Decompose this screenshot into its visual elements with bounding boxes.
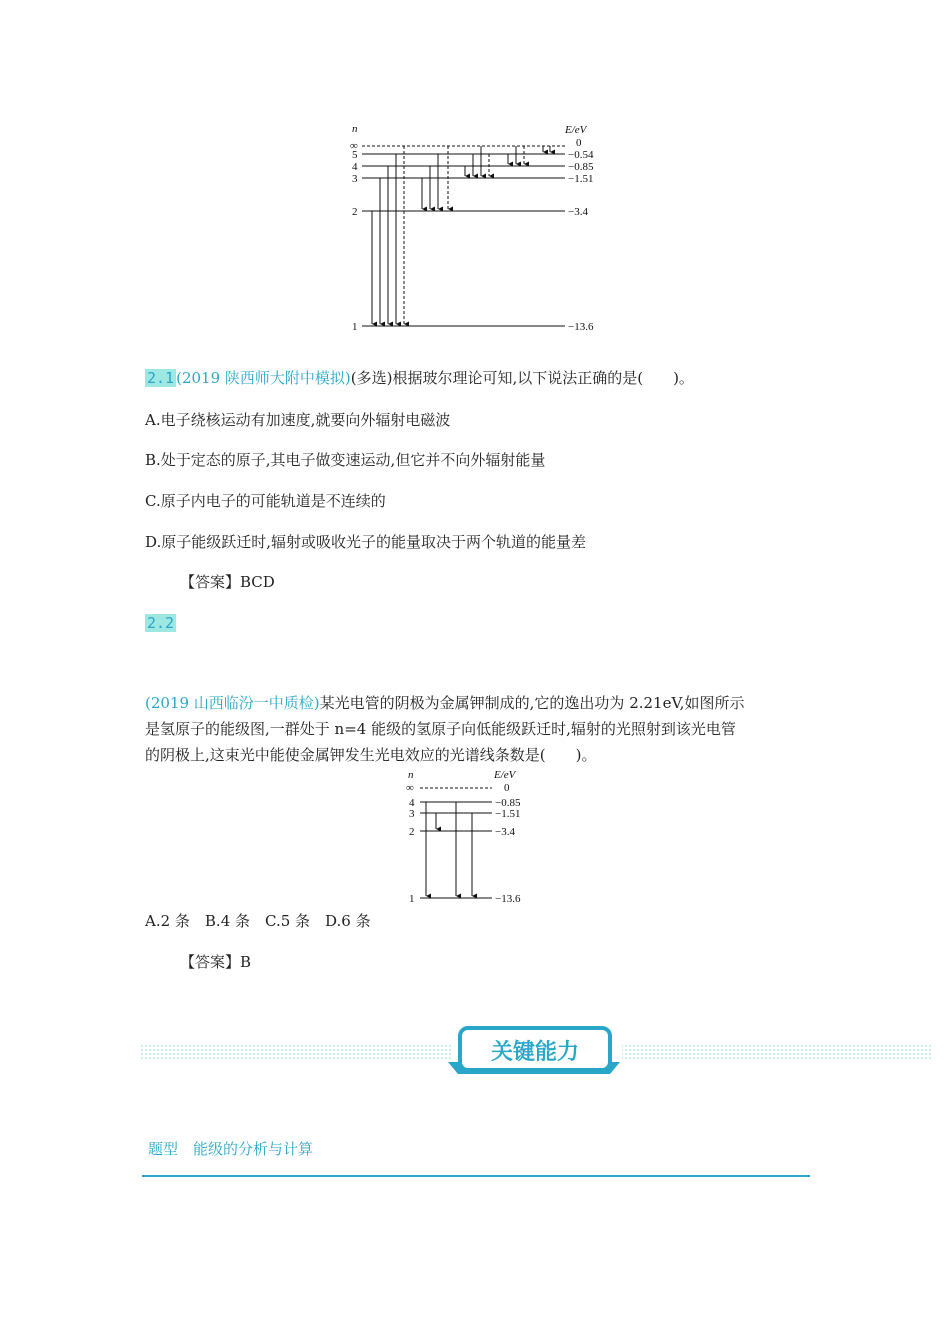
banner-dots-right — [622, 1044, 932, 1060]
question-2-2-options: A.2 条 B.4 条 C.5 条 D.6 条 — [145, 912, 371, 930]
level-4-e: −0.85 — [568, 161, 594, 173]
question-2-1-stem — [145, 368, 694, 388]
level-3-e: −1.51 — [568, 173, 594, 185]
question-2-2-line-1 — [145, 693, 744, 713]
level-3-n: 3 — [352, 173, 358, 185]
question-2-2-line-2: 是氢原子的能级图,一群处于 n=4 能级的氢原子向低能级跃迁时,辐射的光照射到该光电管 — [145, 720, 736, 738]
diagram1-n-axis-label: n — [352, 123, 358, 135]
transitions-to-level-3 — [465, 146, 489, 176]
level-3-e: −1.51 — [495, 808, 521, 820]
energy-level-diagram-1 — [340, 120, 620, 335]
level-5-e: −0.54 — [568, 149, 594, 161]
level-1-e: −13.6 — [568, 321, 594, 333]
section-banner — [140, 1024, 932, 1084]
level-inf-n: ∞ — [406, 782, 414, 794]
transitions-to-level-4 — [508, 146, 524, 164]
answer-2-1: 【答案】BCD — [180, 573, 275, 591]
section-divider — [142, 1175, 810, 1177]
level-2-n: 2 — [352, 206, 358, 218]
question-source: (2019 陕西师大附中模拟) — [176, 369, 351, 387]
transitions — [426, 802, 472, 896]
level-5-n: 5 — [352, 149, 358, 161]
question-text: 某光电管的阴极为金属钾制成的,它的逸出功为 2.21eV,如图所示 — [319, 694, 745, 712]
question-2-2-number — [145, 613, 176, 633]
level-3-n: 3 — [409, 808, 415, 820]
level-4-n: 4 — [352, 161, 358, 173]
level-2-e: −3.4 — [495, 826, 515, 838]
diagram2-e-axis-label: E/eV — [494, 769, 516, 781]
level-inf-n: ∞ — [350, 140, 358, 152]
transitions-to-level-1 — [372, 146, 404, 324]
question-number-badge: 2.2 — [147, 614, 175, 632]
diagram1-e-axis-label: E/eV — [565, 124, 587, 136]
question-text: (多选)根据玻尔理论可知,以下说法正确的是( )。 — [350, 369, 694, 387]
question-number-badge: 2.1 — [147, 369, 175, 387]
level-4-n: 4 — [409, 797, 415, 809]
level-1-e: −13.6 — [495, 893, 521, 905]
level-2-n: 2 — [409, 826, 415, 838]
option-c: C.原子内电子的可能轨道是不连续的 — [145, 492, 386, 510]
level-2-e: −3.4 — [568, 206, 588, 218]
section-heading: 题型 能级的分析与计算 — [148, 1140, 314, 1158]
level-inf-e: 0 — [576, 137, 582, 149]
transitions-to-level-5 — [543, 146, 550, 152]
level-1-n: 1 — [409, 893, 415, 905]
level-inf-e: 0 — [504, 782, 510, 794]
level-4-e: −0.85 — [495, 797, 521, 809]
option-a: A.电子绕核运动有加速度,就要向外辐射电磁波 — [145, 411, 451, 429]
question-source: (2019 山西临汾一中质检) — [145, 694, 320, 712]
banner-dots-left — [140, 1044, 452, 1060]
option-d: D.原子能级跃迁时,辐射或吸收光子的能量取决于两个轨道的能量差 — [145, 533, 587, 551]
level-1-n: 1 — [352, 321, 358, 333]
question-2-2-line-3: 的阴极上,这束光中能使金属钾发生光电效应的光谱线条数是( )。 — [145, 746, 597, 764]
diagram2-n-axis-label: n — [408, 769, 414, 781]
option-b: B.处于定态的原子,其电子做变速运动,但它并不向外辐射能量 — [145, 451, 546, 469]
energy-level-diagram-2 — [400, 766, 540, 906]
banner-title: 关键能力 — [490, 1039, 580, 1064]
answer-2-2: 【答案】B — [180, 953, 252, 971]
